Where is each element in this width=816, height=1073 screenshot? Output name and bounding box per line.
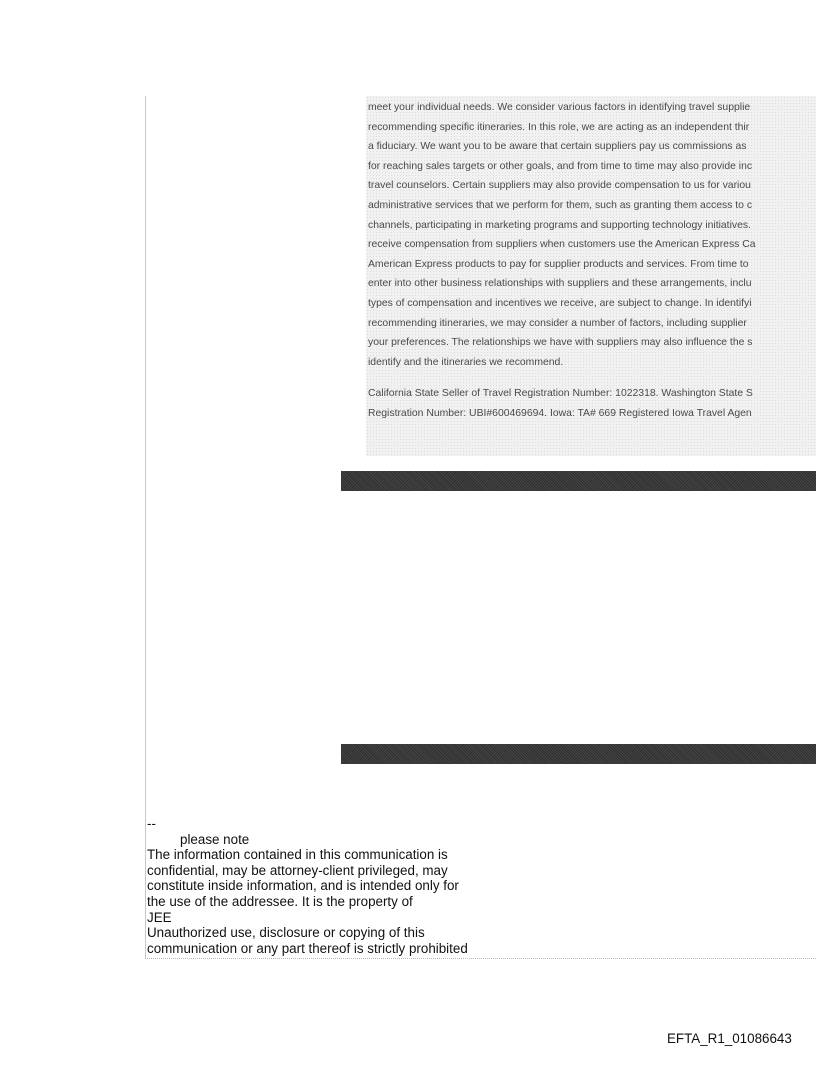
- signature-separator: --: [147, 816, 156, 831]
- disclosure-line: administrative services that we perform for them, such as granting them access to c: [368, 199, 753, 211]
- note-line: The information contained in this communication is: [147, 847, 448, 863]
- disclosure-line: recommending specific itineraries. In this role, we are acting as an independent thir: [368, 121, 750, 133]
- note-line: communication or any part thereof is strictly prohibited: [147, 940, 468, 956]
- note-line: JEE: [147, 909, 172, 925]
- disclosure-line: enter into other business relationships with suppliers and these arrangements, inclu: [368, 278, 752, 290]
- note-line: Unauthorized use, disclosure or copying of this: [147, 925, 425, 941]
- disclosure-line: your preferences. The relationships we have with suppliers may also influence the s: [368, 337, 753, 349]
- disclosure-line: for reaching sales targets or other goals, and from time to time may also provide inc: [368, 160, 753, 172]
- confidentiality-note: [147, 816, 507, 956]
- paragraph-gap: [368, 372, 816, 384]
- disclosure-line: receive compensation from suppliers when customers use the American Express Ca: [368, 239, 756, 251]
- disclosure-line: types of compensation and incentives we receive, are subject to change. In identifyi: [368, 297, 752, 309]
- disclosure-text: [368, 98, 816, 424]
- note-line: the use of the addressee. It is the property of: [147, 893, 413, 909]
- disclosure-line: travel counselors. Certain suppliers may also provide compensation to us for variou: [368, 180, 751, 192]
- banner-bar-top: [341, 471, 816, 491]
- quote-left-border: [145, 96, 146, 958]
- quote-bottom-border: [145, 958, 816, 959]
- registration-line: California State Seller of Travel Registration Number: 1022318. Washington State S: [368, 388, 753, 400]
- disclosure-line: identify and the itineraries we recommend.: [368, 356, 564, 368]
- disclosure-line: American Express products to pay for supplier products and services. From time to: [368, 258, 749, 270]
- disclosure-line: a fiduciary. We want you to be aware that certain suppliers pay us commissions as: [368, 141, 747, 153]
- note-line: confidential, may be attorney-client privileged, may: [147, 862, 448, 878]
- disclosure-line: meet your individual needs. We consider various factors in identifying travel supplie: [368, 102, 751, 113]
- please-note-heading: please note: [180, 831, 250, 847]
- registration-line: Registration Number: UBI#600469694. Iowa: TA# 669 Registered Iowa Travel Agen: [368, 407, 752, 419]
- document-id: EFTA_R1_01086643: [667, 1031, 792, 1046]
- note-line: constitute inside information, and is intended only for: [147, 878, 459, 894]
- disclosure-line: channels, participating in marketing programs and supporting technology initiatives.: [368, 219, 751, 231]
- disclosure-line: recommending itineraries, we may consider a number of factors, including supplier: [368, 317, 747, 329]
- banner-bar-bottom: [341, 744, 816, 764]
